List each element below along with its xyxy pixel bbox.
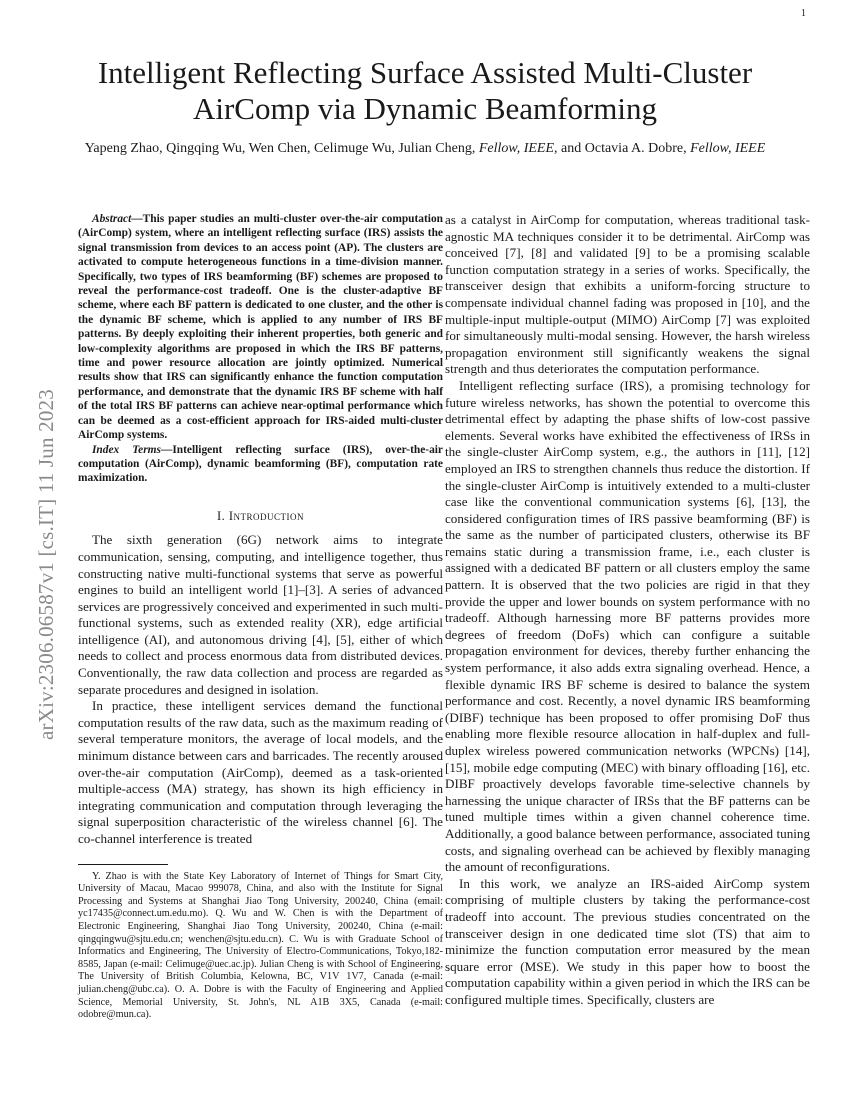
arxiv-identifier-stamp: arXiv:2306.06587v1 [cs.IT] 11 Jun 2023 [34, 389, 58, 740]
author-fellow-title: Fellow, IEEE [478, 141, 555, 156]
title-line-2: AirComp via Dynamic Beamforming [192, 91, 658, 126]
right-column [445, 212, 810, 1009]
body-paragraph: In this work, we analyze an IRS-aided AirComp system comprising of multiple clusters by taking the performance-cost tradeoff into account. The previous studies concentrated on the transceiver design in one dedicated time slot (TS) that aim to minimize the function computation error measured by the mean square error (MSE). We study in this paper how to boost the computation capability within a given period in which the IRS can be configured multiple times. Specifically, clusters are [445, 875, 810, 1007]
left-column [78, 212, 443, 1022]
section-heading: I. Introduction [216, 508, 305, 523]
body-paragraph: as a catalyst in AirComp for computation, whereas traditional task-agnostic MA techniques consider it to be detrimental. AirComp was conceived [7], [8] and validated [9] to be a promising scalable function computation strategy in a series of works. Specifically, the transceiver design that exhibits a uniform-forcing structure to compensate individual channel fading was proposed in [10], and the multiple-input multiple-output (MIMO) AirComp [7] was exploited for simultaneously multi-modal sensing. However, the harsh wireless propagation environment still significantly weakens the signal strength and thus deteriorates the computation performance. [445, 212, 810, 377]
page-number: 1 [801, 8, 806, 19]
abstract-label: Abstract [92, 213, 132, 225]
author-affiliations-footnote: Y. Zhao is with the State Key Laboratory of Internet of Things for Smart City, University of Macau, Macao 999078, China, and also with the Institute for Signal Processing and Systems at Shanghai Jiao Tong University, 200240, China (email: yc17435@connect.um.edu.mo). Q. Wu and W. Chen is with the Department of Electronic Engineering, Shanghai Jiao Tong University, 200240, China (e-mail: qingqingwu@sjtu.edu.cn; wenchen@sjtu.edu.cn). C. Wu is with Graduate School of Informatics and Engineering, The University of Electro-Communications, Tokyo,182-8585, Japan (e-mail: Celimuge@uec.ac.jp). Julian Cheng is with School of Engineering, The University of British Columbia, Kelowna, BC, V1V 1V7, Canada (e-mail: julian.cheng@ubc.ca). O. A. Dobre is with the Faculty of Engineering and Applied Science, Memorial University, St. John's, NL A1B 3X5, Canada (e-mail: odobre@mun.ca). [78, 870, 443, 1021]
abstract [78, 212, 443, 443]
author-list [40, 140, 810, 158]
index-terms-text: —Intelligent reflecting surface (IRS), over-the-air computation (AirComp), dynamic beamforming (BF), computation rate maximization. [78, 443, 443, 485]
body-paragraph: Intelligent reflecting surface (IRS), a promising technology for future wireless networks, has shown the potential to overcome this detrimental effect by adapting the phase shifts of low-cost passive elements. Several works have exhibited the effectiveness of IRSs in the single-cluster AirComp system, e.g., the authors in [11], [12] employed an IRS to strengthen channels thus reduce the distortion. If the single-cluster AirComp is intuitively extended to a multi-cluster case like the conventional communication systems [6], [13], the considered configuration times of IRS passive beamforming (BF) is the same as the number of participated clusters, otherwise its BF remains static during a transmission frame, i.e., each cluster is assigned with a dedicated BF pattern or all clusters employ the same pattern. It is observed that the two policies are rigid in that they provide the upper and lower bounds on system performance with no tradeoff. Although harnessing more BF patterns provides more degrees of freedom (DoFs) which can configure a suitable propagation environment for devices, thereby further enhancing the system performance, it also adds extra signaling overhead. Hence, a flexible dynamic IRS BF scheme is desired to balance the system performance and cost. Recently, a novel dynamic IRS beamforming (DIBF) technique has been proposed to offer promising DoF thus enabling more flexible resource allocation in half-duplex and full-duplex wireless powered communication networks (WPCNs) [14], [15], mobile edge computing (MEC) with binary offloading [16], etc. DIBF proactively develops favorable time-selective channels by harnessing the unique character of IRSs that the BF patterns can be tuned multiple times within a given channel coherence time. Additionally, a good balance between performance, associated tuning costs, and signaling overhead can be achieved by flexibly managing the amount of reconfigurations. [445, 377, 810, 875]
author-names: Yapeng Zhao, Qingqing Wu, Wen Chen, Celimuge Wu, Julian Cheng, [84, 141, 476, 156]
body-paragraph: The sixth generation (6G) network aims to integrate communication, sensing, computing, and intelligence together, thus constructing native multi-functional systems that serve as powerful engines to build an intelligent world [1]–[3]. A series of advanced services are progressively conceived and experimented in such multi-functional systems, such as extended reality (XR), edge artificial intelligence (AI), and autonomous driving [4], [5], either of which needs to collect and process enormous data from distributed devices. Conventionally, the raw data collection and process are regarded as separate procedures and designed in isolation. [78, 532, 443, 697]
author-fellow-title: Fellow, IEEE [690, 141, 766, 156]
abstract-text: —This paper studies an multi-cluster over-the-air computation (AirComp) system, where an intelligent reflecting surface (IRS) assists the signal transmission from devices to an access point (AP). The clusters are activated to compute heterogeneous functions in a time-division manner. Specifically, two types of IRS beamforming (BF) schemes are proposed to reveal the performance-cost tradeoff. One is the cluster-adaptive BF scheme, where each BF pattern is dedicated to one cluster, and the other is the dynamic BF scheme, which is applied to any number of IRS BF patterns. By deeply exploiting their inherent properties, both generic and low-complexity algorithms are proposed in which the IRS BF patterns, time and power resource allocation are jointly optimized. Numerical results show that IRS can significantly enhance the function computation performance, and demonstrate that the dynamic IRS BF scheme with half of the total IRS BF patterns can achieve near-optimal performance which can be deemed as a cost-efficient approach for IRS-aided multi-cluster AirComp systems. [78, 213, 443, 442]
index-terms [78, 443, 443, 486]
body-paragraph: In practice, these intelligent services demand the functional computation results of the raw data, such as the maximum reading of several temperature monitors, the average of local models, and the minimum distance between cars and barricades. The recently aroused over-the-air computation (AirComp), deemed as a task-oriented multiple-access (MA) strategy, has shown its high efficiency in integrating communication and computation through leveraging the signal superposition characteristic of the wireless channel [6]. The co-channel interference is treated [78, 698, 443, 846]
title-line-1: Intelligent Reflecting Surface Assisted Multi-Cluster [97, 55, 753, 90]
author-names-last: , and Octavia A. Dobre, [554, 141, 687, 156]
index-terms-label: Index Terms [92, 443, 161, 456]
paper-title [40, 55, 810, 127]
footnote-divider [78, 864, 168, 865]
